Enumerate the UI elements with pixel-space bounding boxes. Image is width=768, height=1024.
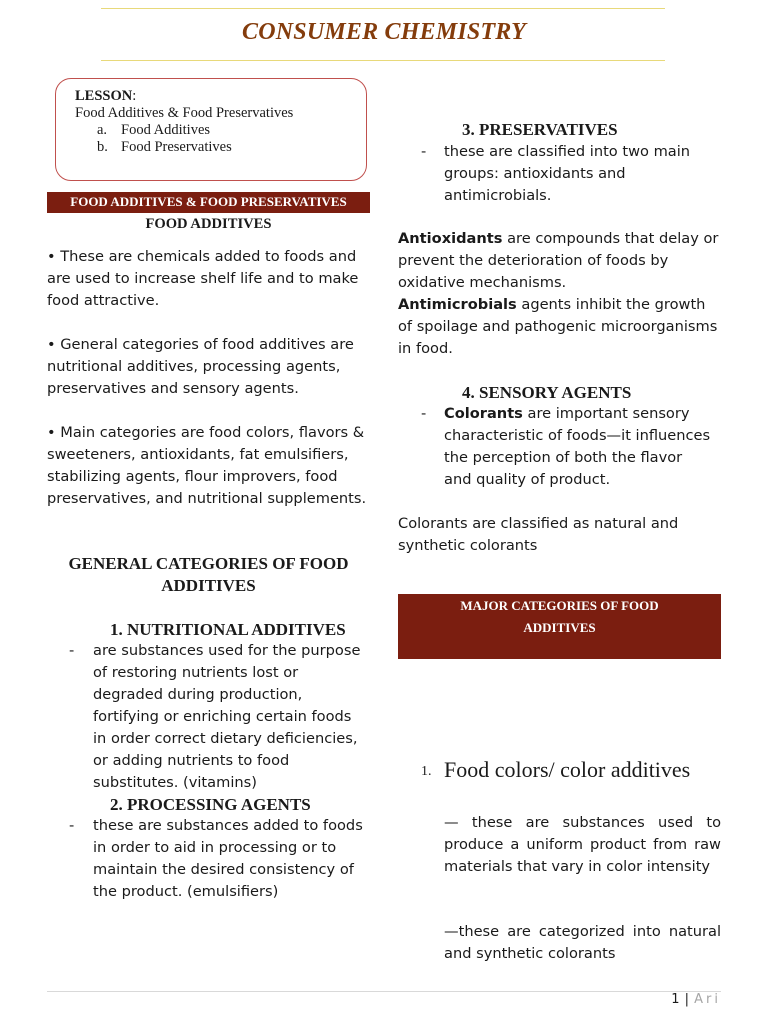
- category-description: [69, 640, 369, 794]
- section-banner: FOOD ADDITIVES & FOOD PRESERVATIVES: [47, 192, 370, 213]
- category-heading: 4. SENSORY AGENTS: [462, 383, 632, 402]
- lesson-item-text: Food Additives: [121, 122, 211, 138]
- term: Antioxidants: [398, 230, 503, 247]
- dash-marker: -: [421, 405, 427, 422]
- banner-text: MAJOR CATEGORIES OF FOOD ADDITIVES: [460, 598, 659, 635]
- major-category-title: Food colors/ color additives: [444, 757, 691, 782]
- footer-separator: |: [679, 992, 695, 1007]
- category-heading: 3. PRESERVATIVES: [462, 120, 618, 139]
- description-text: are substances used for the purpose of restoring nutrients lost or degraded during production, fortifying or enriching certain foods in order correct dietary deficiencies, or adding nutrients to food substitutes. (vitamins): [93, 642, 361, 791]
- category-description: [69, 815, 369, 903]
- bullet-paragraph: • These are chemicals added to foods and are used to increase shelf life and to make food attractive.: [47, 248, 359, 309]
- top-rule: [101, 8, 665, 9]
- antioxidants-paragraph: [398, 228, 723, 294]
- bullet-paragraph: • Main categories are food colors, flavors & sweeteners, antioxidants, fat emulsifiers, stabilizing agents, flour improvers, food preservatives, and nutritional supplements.: [47, 424, 367, 507]
- colorants-classification: Colorants are classified as natural and synthetic colorants: [398, 515, 679, 554]
- lesson-item: [75, 122, 293, 139]
- lesson-colon: :: [132, 88, 137, 104]
- description-text: [421, 403, 711, 491]
- category-heading: 2. PROCESSING AGENTS: [110, 795, 311, 814]
- heading-line: GENERAL CATEGORIES OF FOOD: [68, 554, 349, 573]
- title-rule: [101, 60, 665, 61]
- dash-marker: -: [69, 817, 75, 834]
- major-category-paragraph: —these are categorized into natural and synthetic colorants: [444, 923, 721, 962]
- lesson-topic: Food Additives & Food Preservatives: [75, 105, 294, 121]
- page-title: CONSUMER CHEMISTRY: [242, 19, 526, 45]
- heading-line: ADDITIVES: [161, 576, 256, 595]
- term: Antimicrobials: [398, 296, 517, 313]
- bullet-paragraph: • General categories of food additives are nutritional additives, processing agents, preservatives and sensory agents.: [47, 336, 354, 397]
- category-heading: 1. NUTRITIONAL ADDITIVES: [110, 620, 346, 639]
- lesson-text: [75, 88, 293, 156]
- lesson-label: LESSON: [75, 88, 133, 104]
- page-footer: [671, 992, 721, 1007]
- lesson-item-marker: a.: [97, 122, 108, 138]
- term: Colorants: [444, 405, 523, 422]
- category-description: [421, 141, 721, 207]
- lesson-item-text: Food Preservatives: [121, 139, 232, 155]
- section-subheading: FOOD ADDITIVES: [145, 216, 272, 232]
- preservative-groups: [398, 228, 723, 360]
- footer-label: Ari: [694, 992, 721, 1007]
- lesson-item: [75, 139, 293, 156]
- category-description: [421, 403, 711, 491]
- description-text: these are classified into two main groups: antioxidants and antimicrobials.: [444, 143, 691, 204]
- definition: are compounds that delay or prevent the deterioration of foods by oxidative mechanisms.: [398, 230, 719, 291]
- footer-rule: [47, 991, 721, 992]
- section-banner: [398, 594, 721, 659]
- description-text: these are substances added to foods in order to aid in processing or to maintain the desired consistency of the product. (emulsifiers): [93, 817, 363, 900]
- antimicrobials-paragraph: [398, 294, 723, 360]
- definition: are important sensory characteristic of foods—it influences the perception of both the flavor and quality of product.: [444, 405, 711, 488]
- list-number: 1.: [421, 764, 432, 779]
- page-number: 1: [671, 992, 680, 1007]
- general-categories-heading: [47, 553, 370, 597]
- dash-marker: -: [69, 642, 75, 659]
- definition: agents inhibit the growth of spoilage and pathogenic microorganisms in food.: [398, 296, 718, 357]
- dash-marker: -: [421, 143, 427, 160]
- additives-bullets: [47, 246, 377, 510]
- lesson-item-marker: b.: [97, 139, 108, 155]
- major-category-paragraph: — these are substances used to produce a uniform product from raw materials that vary in color intensity: [444, 814, 721, 875]
